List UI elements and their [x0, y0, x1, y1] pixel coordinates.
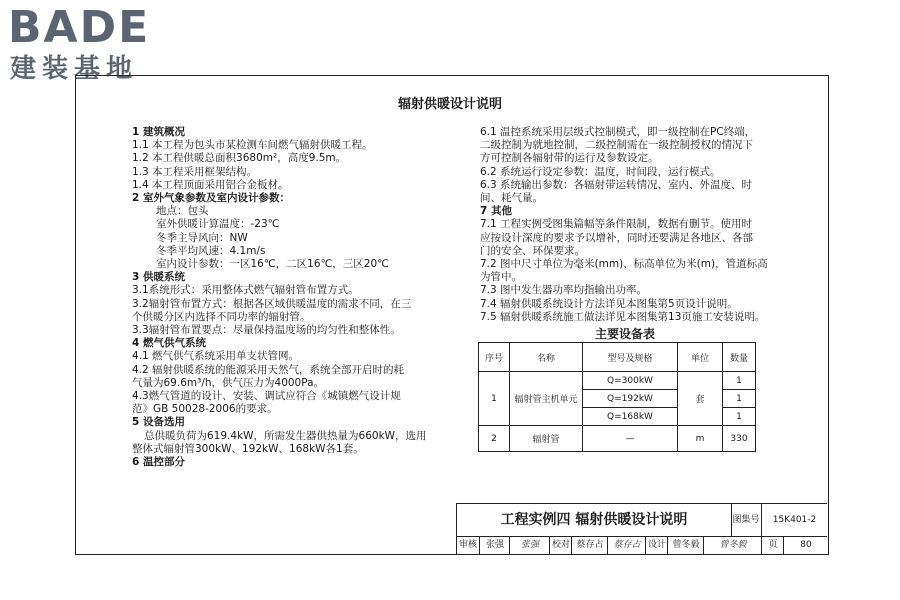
row2-name: 辐射管	[510, 426, 583, 452]
equipment-table-title: 主要设备表	[594, 327, 655, 341]
document-title: 辐射供暖设计说明	[397, 97, 502, 112]
text-line: 6.1 温控系统采用层级式控制模式，即一级控制在PC终端，	[480, 126, 756, 138]
text-line: 3.1系统形式：采用整体式燃气辐射管布置方式。	[132, 284, 359, 297]
text-line: 为管中。	[480, 271, 522, 284]
text-line: 冬季平均风速：4.1m/s	[156, 244, 266, 257]
checker-signature: 蔡存占	[607, 537, 646, 554]
text-line: 地点：包头	[156, 205, 209, 218]
text-line: 7.5 辐射供暖系统施工做法详见本图集第13页施工安装说明。	[480, 310, 766, 323]
text-line: 7.3 图中发生器功率均指输出功率。	[480, 284, 648, 297]
text-line: 4.2 辐射供暖系统的能源采用天然气，系统全部开启时的耗	[132, 363, 405, 376]
title-block-title: 工程实例四 辐射供暖设计说明	[457, 504, 732, 536]
text-line: 3.2辐射管布置方式：根据各区域供暖温度的需求不同，在三	[132, 297, 412, 310]
row2-no: 2	[479, 426, 510, 452]
col-header-qty: 数量	[723, 343, 756, 372]
col-header-no: 序号	[479, 343, 510, 372]
equipment-table	[478, 342, 756, 452]
text-line: 7.2 图中尺寸单位为毫米(mm)、标高单位为米(m)，管道标高	[480, 258, 768, 271]
row1-qty-3: 1	[723, 408, 756, 426]
text-line: 气量为69.6m³/h，供气压力为4000Pa。	[132, 376, 325, 389]
section-heading: 5 设备选用	[132, 416, 185, 429]
table-row	[479, 426, 756, 452]
text-line: 6.2 系统运行设定参数：温度，时间段，运行模式。	[480, 165, 721, 178]
row1-no: 1	[479, 372, 510, 426]
row2-unit: m	[678, 426, 723, 452]
row1-spec-1: Q=300kW	[583, 372, 678, 390]
section-heading: 6 温控部分	[132, 456, 185, 469]
section-heading: 1 建筑概况	[132, 126, 185, 138]
text-line: 冬季主导风向：NW	[156, 231, 248, 244]
text-line: 个供暖分区内选择不同功率的辐射管。	[132, 310, 311, 323]
text-line: 室外供暖计算温度：-23℃	[156, 218, 280, 231]
text-line: 方可控制各辐射带的运行及参数设定。	[480, 152, 659, 165]
text-line: 1.1 本工程为包头市某检测车间燃气辐射供暖工程。	[132, 139, 373, 152]
row1-qty-2: 1	[723, 390, 756, 408]
row1-spec-3: Q=168kW	[583, 408, 678, 426]
review-label: 审核	[458, 540, 477, 550]
row1-spec-2: Q=192kW	[583, 390, 678, 408]
title-block	[456, 503, 827, 554]
left-text-column	[132, 126, 462, 469]
text-line: 4.1 燃气供气系统采用单支状管网。	[132, 350, 300, 363]
text-line: 6.3 系统输出参数：各辐射带运转情况、室内、外温度、时	[480, 178, 753, 191]
text-line: 室内设计参数：一区16℃，二区16℃，三区20℃	[156, 258, 389, 271]
text-line: 门的安全、环保要求。	[480, 244, 585, 257]
section-heading: 4 燃气供气系统	[132, 337, 206, 350]
page-label: 页	[761, 537, 784, 554]
text-line: 间、耗气量。	[480, 192, 543, 205]
col-header-unit: 单位	[678, 343, 723, 372]
designer-signature: 曾冬毅	[703, 537, 762, 554]
section-heading: 3 供暖系统	[132, 271, 185, 284]
text-line: 1.2 本工程供暖总面积3680m²，高度9.5m。	[132, 152, 347, 165]
designer-name: 曾冬毅	[667, 537, 704, 554]
row1-name: 辐射管主机单元	[510, 372, 583, 426]
check-label: 校对	[549, 537, 572, 554]
text-line: 1.4 本工程顶面采用铝合金板材。	[132, 178, 289, 191]
text-line: 3.3辐射管布置要点：尽量保持温度场的均匀性和整体性。	[132, 324, 401, 337]
text-line: 应按设计深度的要求予以增补，同时还要满足各地区、各部	[480, 231, 753, 244]
table-row	[479, 372, 756, 390]
reviewer-signature: 张强	[509, 537, 550, 554]
row1-qty-1: 1	[723, 372, 756, 390]
page-number: 80	[783, 537, 828, 554]
row2-spec: —	[583, 426, 678, 452]
watermark-brand: BADE	[8, 2, 151, 53]
section-heading: 7 其他	[480, 205, 512, 218]
text-line: 整体式辐射管300kW、192kW、168kW各1套。	[132, 442, 364, 455]
text-line: 7.4 辐射供暖系统设计方法详见本图集第5页设计说明。	[480, 297, 738, 310]
col-header-spec: 型号及规格	[583, 343, 678, 372]
atlas-number: 15K401-2	[772, 515, 817, 525]
text-line: 范》GB 50028-2006的要求。	[132, 403, 278, 416]
design-label: 设计	[645, 537, 668, 554]
watermark-tagline: 建装基地	[10, 54, 139, 84]
atlas-label: 图集号	[731, 504, 762, 536]
right-text-column	[480, 126, 780, 324]
text-line: 总供暖负荷为619.4kW，所需发生器供热量为660kW，选用	[144, 429, 427, 442]
text-line: 7.1 工程实例受图集篇幅等条件限制，数据有删节。使用时	[480, 218, 753, 231]
text-line: 1.3 本工程采用框架结构。	[132, 165, 258, 178]
reviewer-name: 张强	[479, 537, 510, 554]
table-header-row	[479, 343, 756, 372]
checker-name: 蔡存占	[571, 537, 608, 554]
section-heading: 2 室外气象参数及室内设计参数：	[132, 192, 290, 205]
row2-qty: 330	[723, 426, 756, 452]
text-line: 4.3燃气管道的设计、安装、调试应符合《城镇燃气设计规	[132, 390, 401, 403]
text-line: 二级控制为就地控制，二级控制需在一级控制授权的情况下	[480, 139, 753, 152]
col-header-name: 名称	[510, 343, 583, 372]
row1-unit: 套	[678, 372, 723, 426]
